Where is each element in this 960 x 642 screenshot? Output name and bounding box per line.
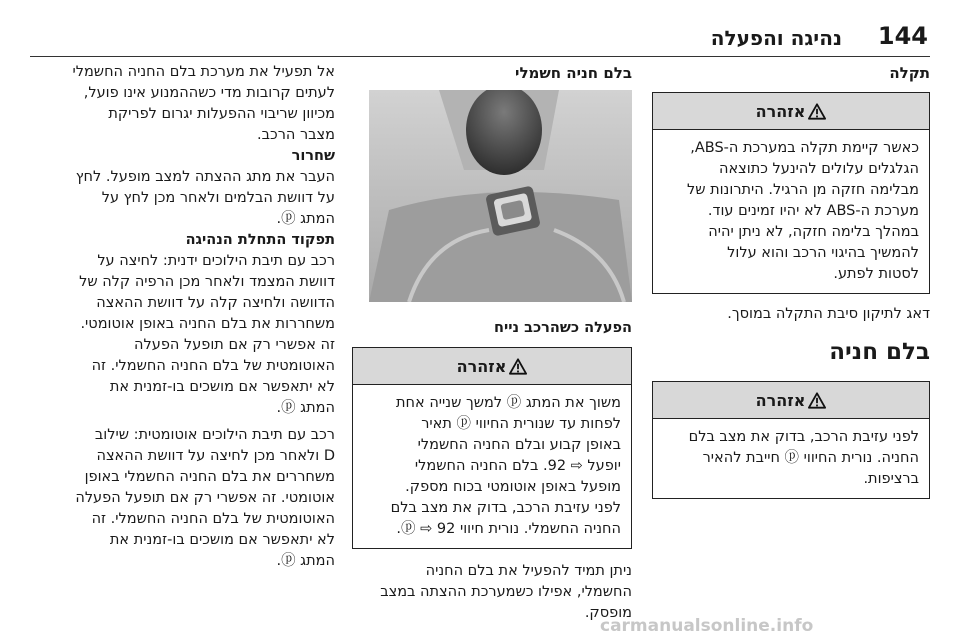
console-illustration: [369, 90, 632, 302]
warning-line: החניה. נורית החיווי ⓟ חייבת להאיר: [702, 450, 919, 466]
warning-header: [653, 93, 929, 130]
driveaway-paragraph: [30, 251, 335, 419]
paragraph-line: מכיוון שריבוי ההפעלות יגרום לפריקת: [108, 106, 335, 122]
release-heading: שחרור: [291, 148, 335, 164]
paragraph-line: האוטומטית של בלם החניה החשמלי. זה: [91, 358, 335, 374]
paragraph-line: לא יתאפשר אם מושכים בו-זמנית את: [109, 379, 335, 395]
paragraph-line: המתג ⓟ.: [276, 211, 335, 227]
repair-note: דאג לתיקון סיבת התקלה במוסך.: [727, 306, 930, 322]
warning-line: מבלימה חזקה מן הרגיל. היתרונות של: [686, 182, 919, 198]
warning-header: [653, 382, 929, 419]
paragraph-line: זה אפשרי רק אם תופעל הפעלה: [134, 337, 335, 353]
paragraph-line: רכב עם תיבת הילוכים ידנית: לחיצה על: [97, 253, 335, 269]
column-right: [652, 62, 930, 499]
warning-triangle-icon: [808, 103, 826, 120]
warning-body: [653, 130, 929, 293]
warning-line: להמשיך בהיגוי הרכב והוא עלול: [727, 245, 919, 261]
paragraph-line: משחררים את בלם החניה החשמלי באופן: [84, 469, 335, 485]
warning-line: כאשר קיימת תקלה במערכת ה-ABS,: [690, 140, 919, 156]
parking-brake-switch-figure: [369, 90, 632, 302]
paragraph-line: המתג ⓟ.: [276, 400, 335, 416]
warning-line: משוך את המתג ⓟ למשך שנייה אחת: [396, 395, 621, 411]
warning-body: [653, 419, 929, 498]
warning-line: יופעל ⇨ 92. בלם החניה החשמלי: [414, 458, 621, 474]
paragraph-line: משחררות את בלם החניה באופן אוטומטי.: [80, 316, 335, 332]
warning-line: לפני עזיבת הרכב, בדוק את מצב בלם: [688, 429, 919, 445]
paragraph-line: רכב עם תיבת הילוכים אוטומטית: שילוב: [94, 427, 335, 443]
warning-line: הגלגלים עלולים להינעל כתוצאה: [719, 161, 919, 177]
warning-line: באופן קבוע ובלם החניה החשמלי: [417, 437, 621, 453]
intro-paragraph: [30, 62, 335, 146]
column-heading: תקלה: [889, 64, 930, 82]
column-middle: [352, 62, 632, 624]
warning-line: ברציפות.: [863, 471, 919, 487]
paragraph-line: האוטומטית של בלם החניה החשמלי. זה: [91, 511, 335, 527]
page-header: [0, 0, 960, 54]
warning-box-parking: [652, 381, 930, 499]
paragraph-line: החשמלי, אפילו כשמערכת ההצתה במצב: [380, 584, 632, 600]
paragraph-line: המתג ⓟ.: [276, 553, 335, 569]
paragraph-line: הדוושה ולחיצה קלה על דוושת ההאצה: [96, 295, 335, 311]
paragraph-line: דוושת המצמד ולאחר מכן הרפיה קלה של: [79, 274, 335, 290]
warning-triangle-icon: [509, 358, 527, 375]
warning-line: לפחות עד שנורית החיווי ⓟ תאיר: [421, 416, 621, 432]
page-title: נהיגה והפעלה: [710, 26, 842, 50]
warning-box-abs: [652, 92, 930, 294]
warning-line: לפני עזיבת הרכב, בדוק את מצב בלם: [390, 500, 621, 516]
warning-line: במהלך בלימה חזקה, לא ניתן יהיה: [708, 224, 919, 240]
warning-line: לסטות לפתע.: [833, 266, 919, 282]
header-rule: [30, 56, 930, 57]
warning-box-apply: [352, 347, 632, 549]
paragraph-line: לא יתאפשר אם מושכים בו-זמנית את: [109, 532, 335, 548]
driveaway-heading: תפקוד התחלת הנהיגה: [185, 232, 335, 248]
column-left: [30, 62, 335, 572]
warning-title: אזהרה: [755, 390, 806, 410]
paragraph-line: על דוושת הבלמים ולאחר מכן לחץ על: [101, 190, 335, 206]
page-number: 144: [877, 22, 928, 50]
paragraph-line: לעתים קרובות מדי כשההמנוע אינו פועל,: [83, 85, 335, 101]
paragraph-line: אל תפעיל את מערכת בלם החניה החשמלי: [72, 64, 335, 80]
warning-line: מופעל באופן אוטומטי בכוח מספק.: [405, 479, 621, 495]
warning-line: מערכת ה-ABS לא יהיו זמינים עוד.: [707, 203, 919, 219]
watermark: carmanualsonline.info: [600, 616, 814, 636]
column-heading: בלם חניה חשמלי: [515, 64, 632, 82]
release-paragraph: [30, 167, 335, 230]
warning-header: [353, 348, 631, 385]
paragraph-line: מופסק.: [584, 605, 632, 621]
warning-line: החניה החשמלי. נורית חיווי ⓟ ⇨ 92.: [396, 521, 621, 537]
warning-body: [353, 385, 631, 548]
section-title: בלם חניה: [829, 339, 930, 365]
automatic-paragraph: [30, 425, 335, 572]
paragraph-line: מצבר הרכב.: [257, 127, 335, 143]
paragraph-line: ניתן תמיד להפעיל את בלם החניה: [425, 563, 632, 579]
paragraph-line: אוטומטי. זה אפשרי רק אם תופעל הפעלה: [75, 490, 335, 506]
paragraph-line: D ולאחר מכן לחיצה על דוושת ההאצה: [96, 448, 335, 464]
warning-triangle-icon: [808, 392, 826, 409]
paragraph-line: העבר את מתג ההצתה למצב מופעל. לחץ: [75, 169, 335, 185]
warning-title: אזהרה: [755, 101, 806, 121]
warning-title: אזהרה: [456, 356, 507, 376]
subheading: הפעלה כשהרכב נייח: [493, 320, 632, 336]
apply-paragraph: [352, 561, 632, 624]
